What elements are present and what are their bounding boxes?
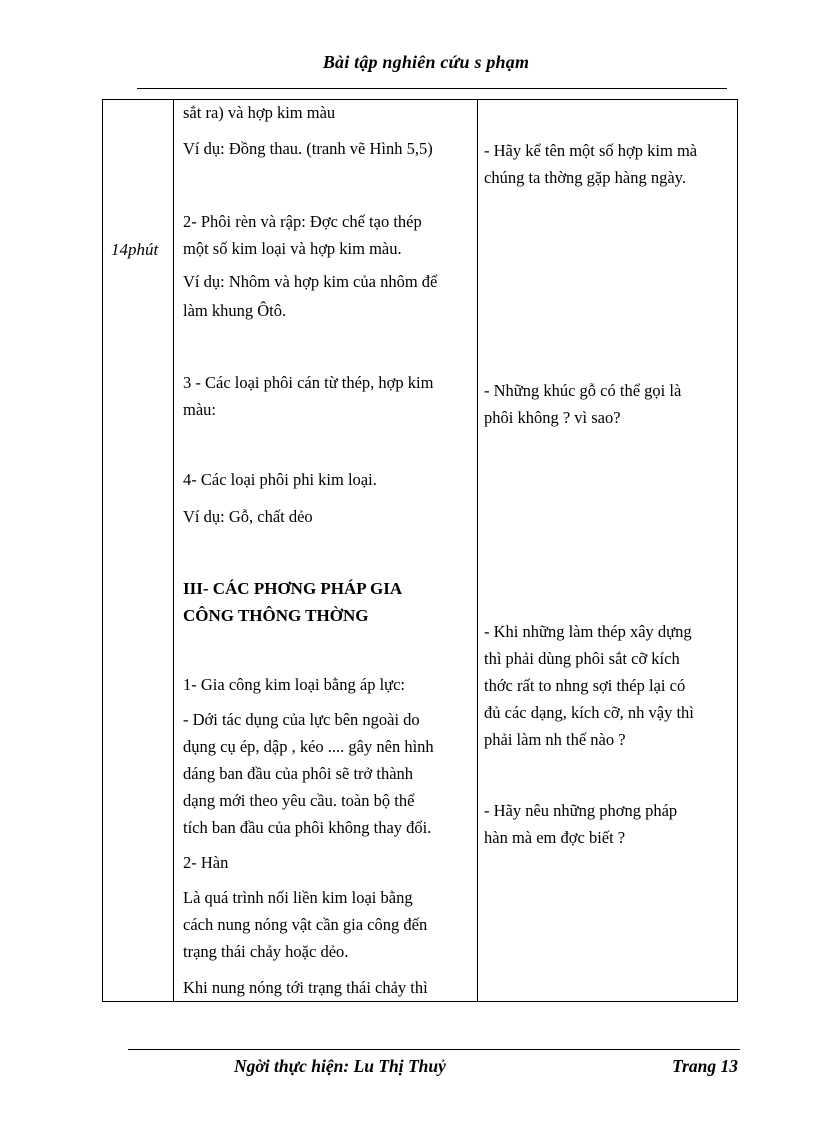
- content-line: dụng cụ ép, dập , kéo .... gây nên hình: [183, 737, 434, 756]
- footer-author: Ngời thực hiện: Lu Thị Thuỷ: [234, 1056, 446, 1076]
- footer-divider: [128, 1049, 740, 1050]
- column-divider-2: [477, 100, 478, 1001]
- question-line: phải làm nh thế nào ?: [484, 730, 626, 749]
- content-line: 3 - Các loại phôi cán từ thép, hợp kim: [183, 373, 434, 392]
- content-line: 1- Gia công kim loại bằng áp lực:: [183, 675, 406, 694]
- question-line: thớc rất to nhng sợi thép lại có: [484, 676, 686, 695]
- content-line: tích ban đầu của phôi không thay đổi.: [183, 818, 432, 837]
- time-cell: 14phút: [111, 240, 159, 259]
- content-line: Ví dụ: Đồng thau. (tranh vẽ Hình 5,5): [183, 139, 433, 158]
- question-line: đủ các dạng, kích cỡ, nh vậy thì: [484, 703, 694, 722]
- section-heading: III- CÁC PHƠNG PHÁP GIA: [183, 579, 403, 598]
- lesson-table: [102, 99, 738, 1002]
- page-number: Trang 13: [672, 1056, 738, 1076]
- content-line: sắt ra) và hợp kim màu: [183, 103, 336, 122]
- column-divider-1: [173, 100, 174, 1001]
- content-line: - Dới tác dụng của lực bên ngoài do: [183, 710, 420, 729]
- question-line: - Hãy nêu những phơng pháp: [484, 801, 678, 820]
- content-line: 2- Hàn: [183, 853, 229, 872]
- question-line: - Khi những làm thép xây dựng: [484, 622, 692, 641]
- content-line: dáng ban đầu của phôi sẽ trở thành: [183, 764, 414, 783]
- content-line: Khi nung nóng tới trạng thái chảy thì: [183, 978, 428, 997]
- content-line: cách nung nóng vật cần gia công đến: [183, 915, 428, 934]
- content-line: trạng thái chảy hoặc dẻo.: [183, 942, 349, 961]
- content-line: 4- Các loại phôi phi kim loại.: [183, 470, 377, 489]
- content-line: 2- Phôi rèn và rập: Đợc chế tạo thép: [183, 212, 422, 231]
- page-header-title: Bài tập nghiên cứu s phạm: [322, 52, 530, 72]
- content-line: màu:: [183, 400, 216, 419]
- content-line: dạng mới theo yêu cầu. toàn bộ thể: [183, 791, 415, 810]
- question-line: - Những khúc gỗ có thể gọi là: [484, 381, 682, 400]
- content-line: làm khung Ôtô.: [183, 301, 287, 320]
- question-line: thì phải dùng phôi sắt cỡ kích: [484, 649, 680, 668]
- content-line: một số kim loại và hợp kim màu.: [183, 239, 402, 258]
- question-line: phôi không ? vì sao?: [484, 408, 621, 427]
- header-divider: [137, 88, 727, 89]
- section-heading: CÔNG THÔNG THỜNG: [183, 606, 369, 625]
- question-line: hàn mà em đợc biết ?: [484, 828, 626, 847]
- question-line: chúng ta thờng gặp hàng ngày.: [484, 168, 686, 187]
- content-line: Là quá trình nối liền kim loại bằng: [183, 888, 413, 907]
- content-line: Ví dụ: Nhôm và hợp kim của nhôm để: [183, 272, 438, 291]
- question-line: - Hãy kể tên một số hợp kim mà: [484, 141, 698, 160]
- content-line: Ví dụ: Gỗ, chất dẻo: [183, 507, 313, 526]
